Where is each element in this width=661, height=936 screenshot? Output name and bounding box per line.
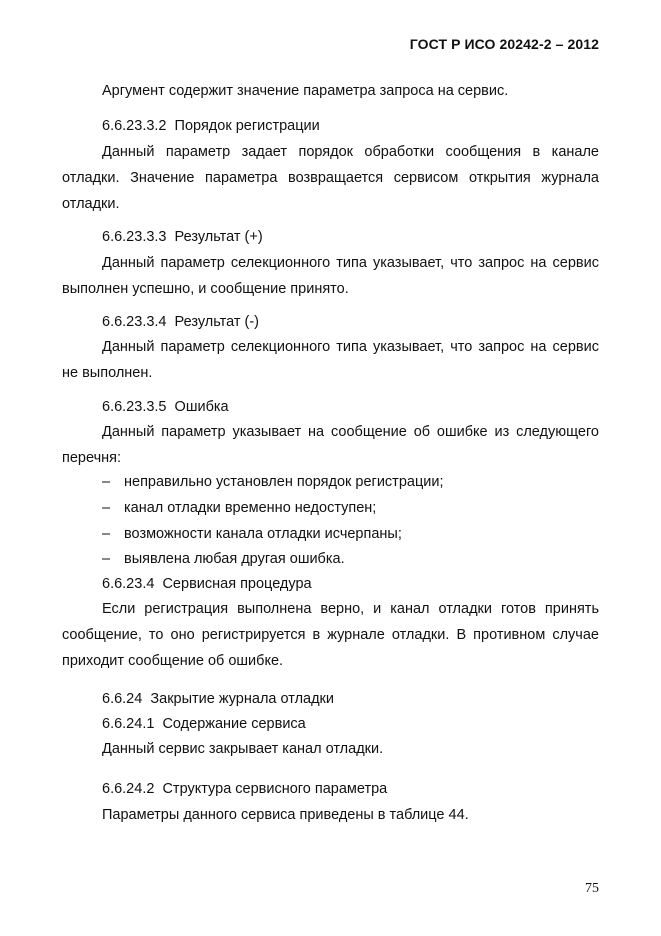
list-item-text: возможности канала отладки исчерпаны; [124,526,402,542]
paragraph-error: Данный параметр указывает на сообщение об ошибке из следующего перечня: [62,424,599,466]
bullet-marker: – [102,551,111,567]
bullet-marker: – [102,500,111,516]
heading-6-6-23-3-2: 6.6.23.3.2 Порядок регистрации [102,118,320,134]
paragraph-result-negative: Данный параметр селекционного типа указывает, что запрос на сервис не выполнен. [62,339,599,381]
heading-6-6-24-2: 6.6.24.2 Структура сервисного параметра [102,781,388,797]
page-number: 75 [585,881,599,896]
heading-6-6-23-3-4: 6.6.23.3.4 Результат (-) [102,314,260,330]
heading-6-6-24-1: 6.6.24.1 Содержание сервиса [102,716,306,732]
paragraph-argument: Аргумент содержит значение параметра запроса на сервис. [102,83,509,99]
paragraph-table-reference: Параметры данного сервиса приведены в таблице 44. [102,807,469,823]
heading-6-6-23-3-5: 6.6.23.3.5 Ошибка [102,399,229,415]
paragraph-registration-order: Данный параметр задает порядок обработки сообщения в канале отладки. Значение параметра возвращается сервисом открытия журнала отладки. [62,144,599,212]
list-item-text: неправильно установлен порядок регистрации; [124,474,444,490]
heading-6-6-23-3-3: 6.6.23.3.3 Результат (+) [102,229,263,245]
paragraph-result-positive: Данный параметр селекционного типа указывает, что запрос на сервис выполнен успешно, и сообщение принято. [62,255,599,297]
list-item [102,546,345,572]
list-item [102,469,444,495]
list-item [102,495,376,521]
list-item-text: канал отладки временно недоступен; [124,500,377,516]
bullet-marker: – [102,474,111,490]
list-item [102,521,402,547]
paragraph-service-procedure: Если регистрация выполнена верно, и канал отладки готов принять сообщение, то оно регистрируется в журнале отладки. В противном случае приходит сообщение об ошибке. [62,601,599,669]
bullet-marker: – [102,526,111,542]
paragraph-service-content: Данный сервис закрывает канал отладки. [102,741,384,757]
list-item-text: выявлена любая другая ошибка. [124,551,345,567]
heading-6-6-24: 6.6.24 Закрытие журнала отладки [102,691,334,707]
document-header: ГОСТ Р ИСО 20242-2 – 2012 [409,36,599,52]
heading-6-6-23-4: 6.6.23.4 Сервисная процедура [102,576,312,592]
